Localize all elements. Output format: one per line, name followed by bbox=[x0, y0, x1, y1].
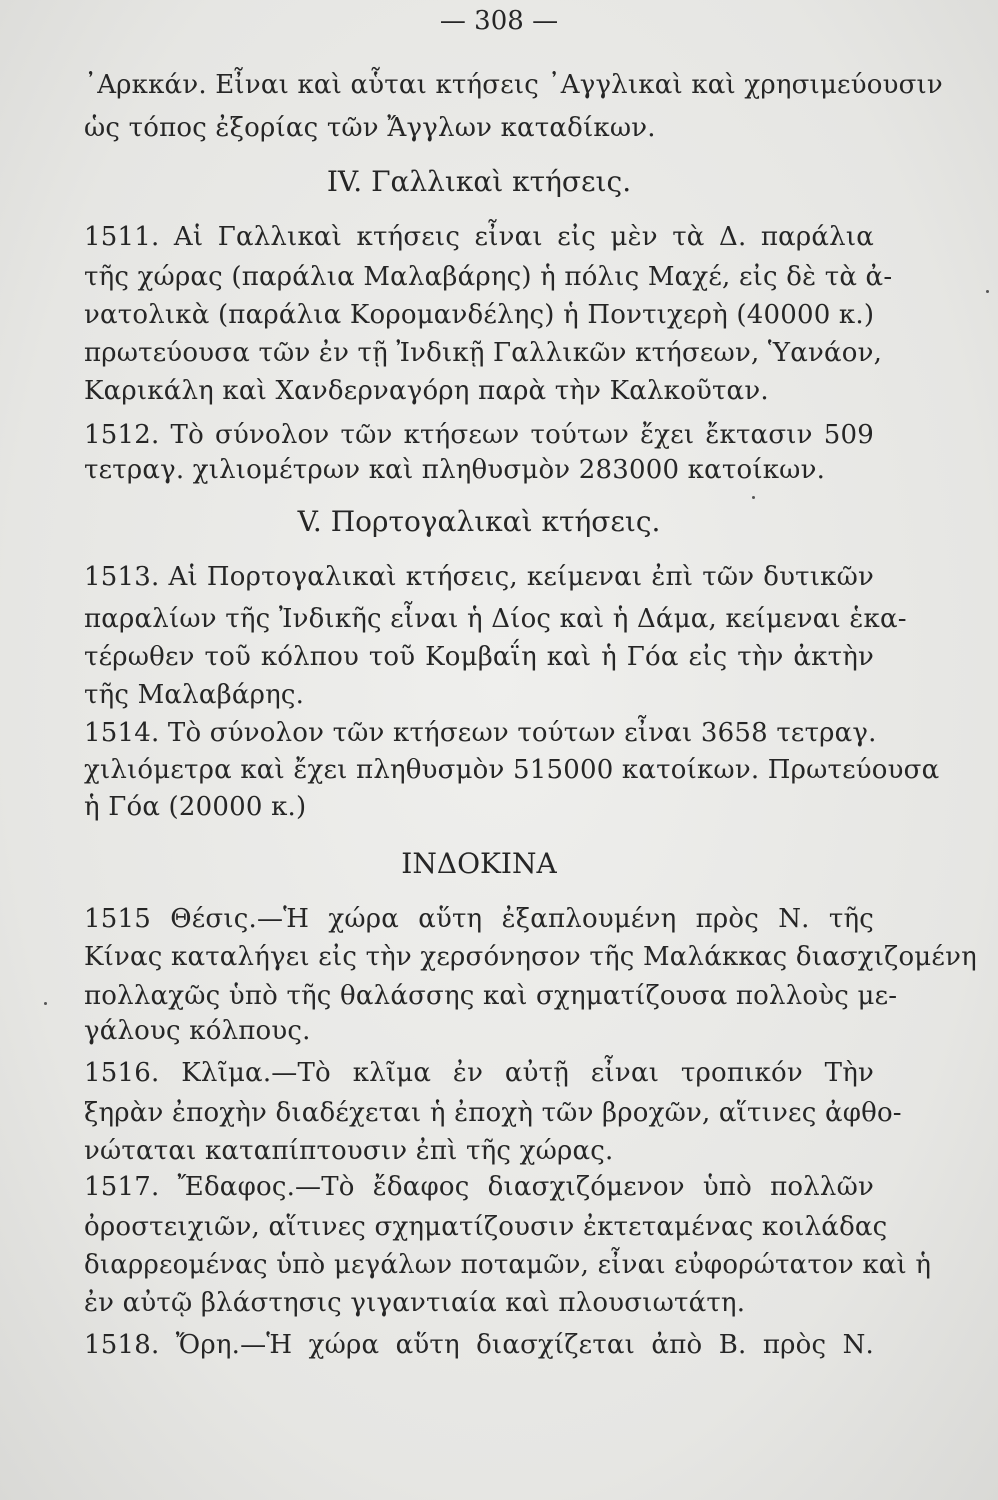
text-line-1516-b: ξηρὰν ἐποχὴν διαδέχεται ἡ ἐποχὴ τῶν βροχῶν, αἵτινες ἀφθο- bbox=[84, 1098, 902, 1128]
text-line-1: ᾿Αρκκάν. Εἶναι καὶ αὗται κτήσεις ᾿Αγγλικαὶ καὶ χρησιμεύουσιν bbox=[84, 70, 943, 100]
text-line-1512-b: τετραγ. χιλιομέτρων καὶ πληθυσμὸν 283000 κατοίκων. bbox=[84, 455, 826, 485]
text-line-1517-a: 1517. Ἔδαφος.—Τὸ ἔδαφος διασχιζόμενον ὑπὸ πολλῶν bbox=[84, 1172, 874, 1202]
text-line-1518-a: 1518. Ὄρη.—Ἡ χώρα αὕτη διασχίζεται ἀπὸ Β. πρὸς Ν. bbox=[84, 1330, 874, 1360]
text-line-1517-d: ἐν αὐτῷ βλάστησις γιγαντιαία καὶ πλουσιωτάτη. bbox=[84, 1288, 746, 1318]
text-line-1516-c: νώταται καταπίπτουσιν ἐπὶ τῆς χώρας. bbox=[84, 1136, 614, 1166]
section-heading-v: V. Πορτογαλικαὶ κτήσεις. bbox=[297, 505, 661, 538]
text-line-1517-c: διαρρεομένας ὑπὸ μεγάλων ποταμῶν, εἶναι εὐφορώτατον καὶ ἡ bbox=[84, 1250, 932, 1280]
text-line-1516-a: 1516. Κλῖμα.—Τὸ κλῖμα ἐν αὐτῇ εἶναι τροπικόν Τὴν bbox=[84, 1058, 874, 1088]
text-line-1514-b: χιλιόμετρα καὶ ἔχει πληθυσμὸν 515000 κατοίκων. Πρωτεύουσα bbox=[84, 755, 940, 785]
text-line-1514-a: 1514. Τὸ σύνολον τῶν κτήσεων τούτων εἶναι 3658 τετραγ. bbox=[84, 718, 877, 748]
text-line-1513-a: 1513. Αἱ Πορτογαλικαὶ κτήσεις, κείμεναι ἐπὶ τῶν δυτικῶν bbox=[84, 562, 874, 592]
text-line-1511-a: 1511. Αἱ Γαλλικαὶ κτήσεις εἶναι εἰς μὲν τὰ Δ. παράλια bbox=[84, 222, 874, 252]
text-line-1515-d: γάλους κόλπους. bbox=[84, 1016, 311, 1046]
section-heading-iv: IV. Γαλλικαὶ κτήσεις. bbox=[326, 165, 632, 198]
text-line-1513-d: τῆς Μαλαβάρης. bbox=[84, 680, 305, 710]
text-line-1515-c: πολλαχῶς ὑπὸ τῆς θαλάσσης καὶ σχηματίζουσα πολλοὺς με- bbox=[84, 981, 898, 1011]
text-line-1513-b: παραλίων τῆς Ἰνδικῆς εἶναι ἡ Δίος καὶ ἡ Δάμα, κείμεναι ἑκα- bbox=[84, 604, 907, 634]
text-line-2: ὡς τόπος ἐξορίας τῶν Ἄγγλων καταδίκων. bbox=[84, 113, 656, 143]
section-heading-indokina: ΙΝΔΟΚΙΝΑ bbox=[401, 847, 557, 880]
text-line-1514-c: ἡ Γόα (20000 κ.) bbox=[84, 792, 307, 822]
paper-speck bbox=[752, 496, 755, 499]
text-line-1512-a: 1512. Τὸ σύνολον τῶν κτήσεων τούτων ἔχει ἔκτασιν 509 bbox=[84, 420, 874, 450]
text-line-1511-c: νατολικὰ (παράλια Κορομανδέλης) ἡ Ποντιχερὴ (40000 κ.) bbox=[84, 300, 875, 330]
page-number: — 308 — bbox=[439, 6, 559, 36]
text-line-1515-a: 1515 Θέσις.—Ἡ χώρα αὕτη ἐξαπλουμένη πρὸς Ν. τῆς bbox=[84, 904, 874, 934]
text-line-1511-b: τῆς χώρας (παράλια Μαλαβάρης) ἡ πόλις Μαχέ, εἰς δὲ τὰ ἀ- bbox=[84, 262, 893, 292]
text-line-1515-b: Κίνας καταλήγει εἰς τὴν χερσόνησον τῆς Μαλάκκας διασχιζομένη bbox=[84, 942, 977, 972]
text-line-1517-b: ὀροστειχιῶν, αἵτινες σχηματίζουσιν ἐκτεταμένας κοιλάδας bbox=[84, 1212, 888, 1242]
text-line-1511-e: Καρικάλη καὶ Χανδερναγόρη παρὰ τὴν Καλκοῦταν. bbox=[84, 376, 769, 406]
paper-speck bbox=[986, 290, 989, 293]
paper-speck bbox=[44, 1002, 47, 1005]
text-line-1511-d: πρωτεύουσα τῶν ἐν τῇ Ἰνδικῇ Γαλλικῶν κτήσεων, Ὑανάον, bbox=[84, 338, 883, 368]
text-line-1513-c: τέρωθεν τοῦ κόλπου τοῦ Κομβαΐη καὶ ἡ Γόα εἰς τὴν ἀκτὴν bbox=[84, 642, 874, 672]
